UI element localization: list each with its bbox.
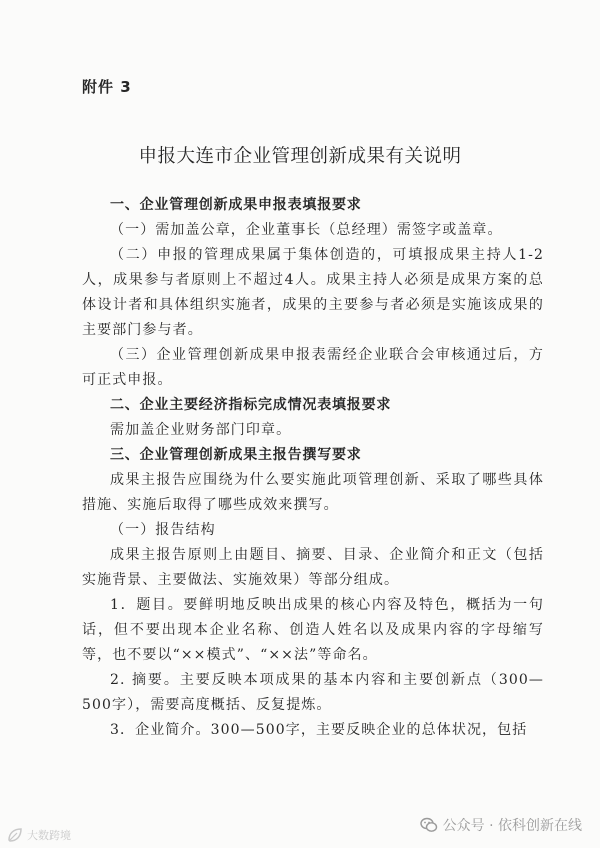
paragraph: 成果主报告原则上由题目、摘要、目录、企业简介和正文（包括实施背景、主要做法、实施效果）等部分组成。 xyxy=(82,547,544,588)
paragraph: 2. 摘要。主要反映本项成果的基本内容和主要创新点（300—500字），需要高度概括、反复提炼。 xyxy=(82,672,544,713)
paragraph: （三）企业管理创新成果申报表需经企业联合会审核通过后，方可正式申报。 xyxy=(82,347,544,388)
watermark-left xyxy=(6,826,71,844)
paragraph: 1．题目。要鲜明地反映出成果的核心内容及特色，概括为一句话，但不要出现本企业名称、创造人姓名以及成果内容的字母缩写等，也不要以“××模式”、“××法”等命名。 xyxy=(82,597,544,663)
paragraph: （一）需加盖公章，企业董事长（总经理）需签字或盖章。 xyxy=(110,222,503,238)
watermark-right-text: 公众号 · 依科创新在线 xyxy=(442,818,582,834)
paragraph: 成果主报告应围绕为什么要实施此项管理创新、采取了哪些具体措施、实施后取得了哪些成效来撰写。 xyxy=(82,472,544,513)
watermark-left-text: 大数跨境 xyxy=(27,829,71,842)
section-heading-2: 二、企业主要经济指标完成情况表填报要求 xyxy=(110,397,392,413)
subsection-heading: （一）报告结构 xyxy=(110,522,216,538)
section-heading-3: 三、企业管理创新成果主报告撰写要求 xyxy=(110,447,362,463)
paragraph: 需加盖企业财务部门印章。 xyxy=(110,422,292,438)
paragraph: （二）申报的管理成果属于集体创造的，可填报成果主持人1-2人，成果参与者原则上不超过4人。成果主持人必须是成果方案的总体设计者和具体组织实施者，成果的主要参与者必须是实施该成果的主要部门参与者。 xyxy=(82,247,544,338)
document-title: 申报大连市企业管理创新成果有关说明 xyxy=(138,146,462,167)
wechat-icon xyxy=(420,816,438,834)
document-body xyxy=(82,193,544,743)
watermark-right xyxy=(420,815,582,835)
section-heading-1: 一、企业管理创新成果申报表填报要求 xyxy=(110,197,362,213)
leaf-logo-icon xyxy=(6,826,24,844)
paragraph: 3．企业简介。300—500字，主要反映企业的总体状况，包括 xyxy=(110,722,528,738)
annex-label: 附件 3 xyxy=(82,78,132,96)
